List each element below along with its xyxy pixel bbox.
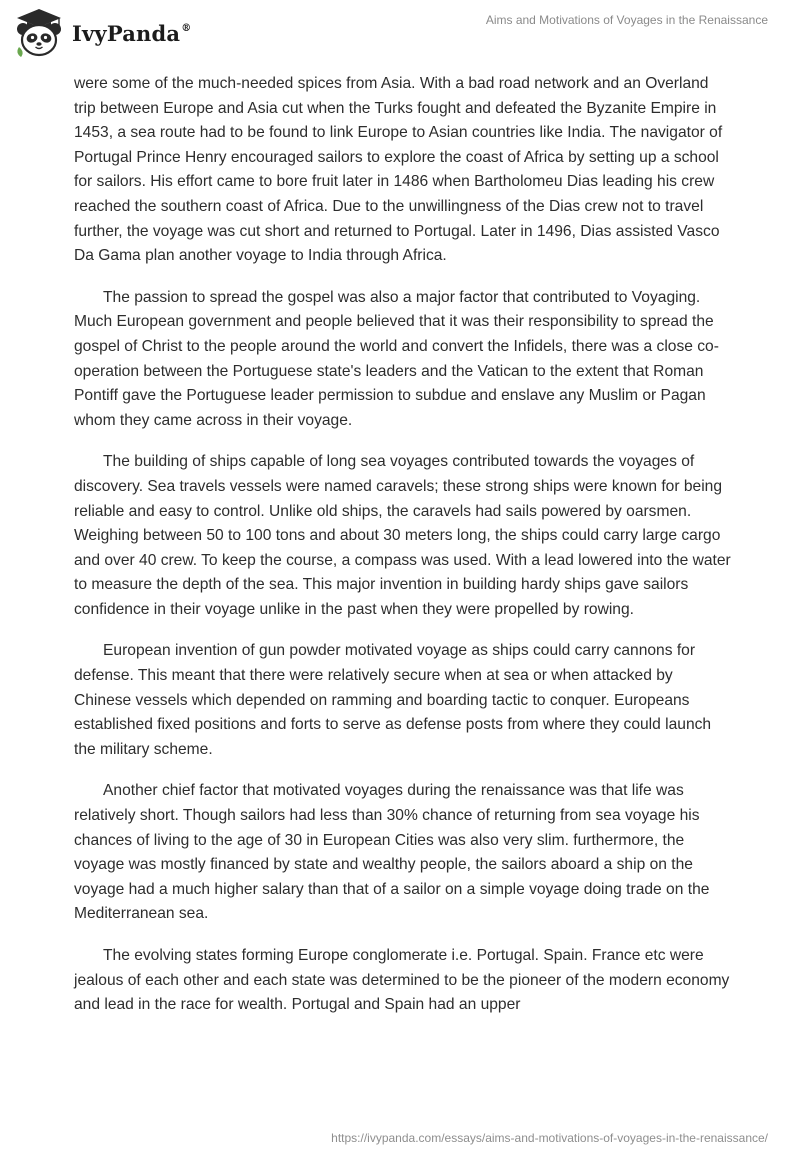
paragraph-6: The evolving states forming Europe conglomerate i.e. Portugal. Spain. France etc were jealous of each other and each state was determined to be the pioneer of the modern economy and lead in the race for wealth. Portugal and Spain had an upper xyxy=(74,947,730,1014)
page-header xyxy=(0,0,800,70)
paragraph-2: The passion to spread the gospel was also a major factor that contributed to Voyaging. Much European government and people believed that it was their responsibility to spread the gospel of Christ to the people around the world and convert the Infidels, there was a close co-operation between the Portuguese state's leaders and the Vatican to the extent that Roman Pontiff gave the Portuguese leader permission to subdue and enslave any Muslim or Pagan whom they came across in their voyage. xyxy=(74,288,719,429)
paragraph-1: were some of the much-needed spices from Asia. With a bad road network and an Overland trip between Europe and Asia cut when the Turks fought and defeated the Byzanite Empire in 1453, a sea route had to be found to link Europe to Asian countries like India. The navigator of Portugal Prince Henry encouraged sailors to explore the coast of Africa by setting up a school for sailors. His effort came to bore fruit later in 1486 when Bartholomeu Dias leading his crew reached the southern coast of Africa. Due to the unwillingness of the Dias crew not to travel further, the voyage was cut short and returned to Portugal. Later in 1496, Dias assisted Vasco Da Gama plan another voyage to India through Africa. xyxy=(74,75,723,265)
paragraph-3: The building of ships capable of long sea voyages contributed towards the voyages of discovery. Sea travels vessels were named caravels; these strong ships were known for being reliable and easy to control. Unlike old ships, the caravels had sails powered by oarsmen. Weighing between 50 to 100 tons and about 30 meters long, the ships could carry large cargo and over 40 crew. To keep the course, a compass was used. With a lead lowered into the water to measure the depth of the sea. This major invention in building hardy ships gave sailors confidence in their voyage unlike in the past when they were propelled by rowing. xyxy=(74,453,731,618)
paragraph-4: European invention of gun powder motivated voyage as ships could carry cannons for defense. This meant that there were relatively secure when at sea or when attacked by Chinese vessels which depended on ramming and boarding tactic to conquer. Europeans established fixed positions and forts to serve as defense posts from where they could launch the military scheme. xyxy=(74,642,712,758)
panda-graduation-cap-icon xyxy=(13,7,65,59)
paragraph-5: Another chief factor that motivated voyages during the renaissance was that life was relatively short. Though sailors had less than 30% chance of returning from sea voyage his chances of living to the age of 30 in European Cities was also very slim. furthermore, the voyage was mostly financed by state and wealthy people, the sailors aboard a ship on the voyage had a much higher salary than that of a sailor on a simple voyage doing trade on the Mediterranean sea. xyxy=(74,782,710,923)
registered-mark: ® xyxy=(181,22,192,34)
brand-name: IvyPanda® xyxy=(72,20,192,46)
brand-logo[interactable] xyxy=(13,7,191,59)
document-title: Aims and Motivations of Voyages in the Renaissance xyxy=(485,13,768,27)
essay-body xyxy=(74,72,734,1035)
source-url-link[interactable]: https://ivypanda.com/essays/aims-and-motivations-of-voyages-in-the-renaissance/ xyxy=(331,1131,768,1145)
